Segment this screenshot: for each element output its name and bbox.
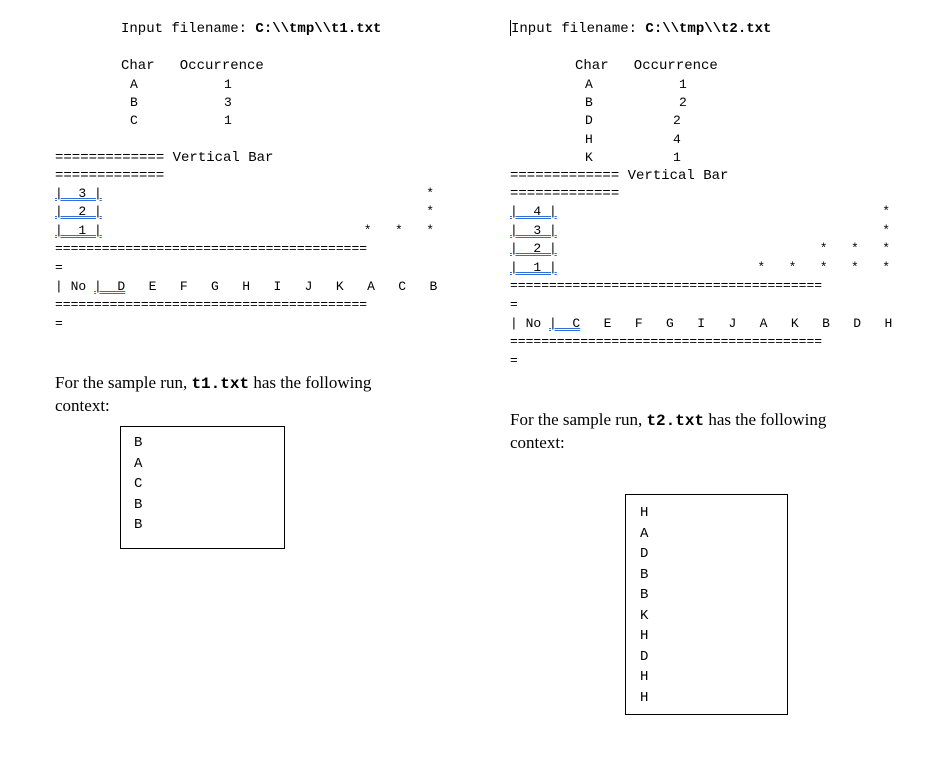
left-input-value: C:\\tmp\\t1.txt bbox=[255, 21, 382, 37]
right-table-char: H bbox=[585, 132, 593, 147]
right-file-line: D bbox=[640, 546, 649, 562]
left-table-char: B bbox=[130, 95, 138, 110]
left-bar-row-label: | 2 | bbox=[55, 204, 102, 219]
left-input-filename bbox=[121, 20, 381, 38]
right-desc-suffix: has the following bbox=[704, 410, 827, 429]
right-bar-row-stars: * * * bbox=[819, 241, 890, 256]
right-rule: ======================================== bbox=[510, 278, 823, 293]
right-file-line: B bbox=[640, 566, 649, 583]
left-input-label: Input filename: bbox=[121, 21, 256, 37]
right-file-line: A bbox=[640, 525, 649, 542]
right-rule-tail: = bbox=[510, 353, 518, 368]
right-table-char: A bbox=[585, 77, 593, 92]
right-rule: ======================================== bbox=[510, 334, 823, 349]
right-bar-row-stars: * bbox=[882, 223, 890, 238]
right-file-line: H bbox=[640, 505, 649, 521]
right-bar-row-label: | 1 | bbox=[510, 260, 557, 275]
left-desc-suffix: has the following bbox=[249, 373, 372, 392]
right-axis bbox=[510, 315, 892, 333]
right-table-count: 1 bbox=[673, 150, 681, 165]
left-file-line: B bbox=[134, 517, 143, 533]
left-rule: ======================================== bbox=[55, 297, 368, 312]
left-file-line: B bbox=[134, 496, 143, 513]
right-file-line: B bbox=[640, 587, 649, 603]
left-desc-file: t1.txt bbox=[191, 375, 250, 393]
right-table-char: D bbox=[585, 113, 593, 128]
right-table-char: B bbox=[585, 95, 593, 110]
right-bar-row-stars: * * * * * bbox=[757, 260, 890, 275]
right-table-count: 2 bbox=[679, 95, 687, 110]
right-bar-row-label: | 2 | bbox=[510, 241, 557, 256]
left-file-content-box bbox=[120, 426, 285, 549]
right-table-count: 2 bbox=[673, 113, 681, 128]
right-bar-title: ============= Vertical Bar bbox=[510, 168, 729, 184]
right-axis-first: | C bbox=[549, 316, 581, 331]
right-table-header: Char Occurrence bbox=[575, 58, 718, 74]
right-input-filename bbox=[511, 20, 771, 38]
right-input-label: Input filename: bbox=[511, 21, 646, 37]
right-rule-tail: = bbox=[510, 297, 518, 312]
left-desc-prefix: For the sample run, bbox=[55, 373, 192, 392]
right-file-line: D bbox=[640, 648, 649, 665]
left-table-char: C bbox=[130, 113, 138, 128]
right-axis-rest: E F G I J A K B D H bbox=[603, 316, 893, 331]
right-table-char: K bbox=[585, 150, 593, 165]
left-table-count: 1 bbox=[224, 113, 232, 128]
right-desc-line2: context: bbox=[510, 433, 565, 452]
right-file-line: H bbox=[640, 628, 649, 644]
right-file-line: K bbox=[640, 607, 649, 624]
right-table-count: 1 bbox=[679, 77, 687, 92]
left-rule-tail: = bbox=[55, 260, 63, 275]
right-input-value: C:\\tmp\\t2.txt bbox=[645, 21, 772, 37]
left-bar-row-stars: * bbox=[426, 204, 434, 219]
left-file-line: B bbox=[134, 435, 143, 451]
right-bar-separator: ============= bbox=[510, 186, 620, 202]
left-table-count: 1 bbox=[224, 77, 232, 92]
left-description bbox=[55, 372, 371, 417]
left-axis bbox=[55, 278, 437, 296]
left-table-char: A bbox=[130, 77, 138, 92]
left-desc-line2: context: bbox=[55, 396, 110, 415]
left-rule: ======================================== bbox=[55, 241, 368, 256]
right-file-content-box bbox=[625, 494, 788, 715]
left-table-header: Char Occurrence bbox=[121, 58, 264, 74]
left-bar-title: ============= Vertical Bar bbox=[55, 150, 274, 166]
right-file-line: H bbox=[640, 669, 649, 685]
left-axis-no: | No bbox=[55, 279, 95, 294]
left-bar-row-label: | 3 | bbox=[55, 186, 102, 201]
left-file-line: C bbox=[134, 476, 143, 492]
left-axis-first: | D bbox=[94, 279, 126, 294]
right-axis-no: | No bbox=[510, 316, 550, 331]
left-axis-rest: E F G H I J K A C B bbox=[148, 279, 438, 294]
right-bar-row-label: | 4 | bbox=[510, 204, 557, 219]
left-table-count: 3 bbox=[224, 95, 232, 110]
left-rule-tail: = bbox=[55, 316, 63, 331]
right-file-line: H bbox=[640, 689, 649, 706]
right-table-count: 4 bbox=[673, 132, 681, 147]
right-description bbox=[510, 409, 826, 454]
right-bar-row-label: | 3 | bbox=[510, 223, 557, 238]
right-desc-file: t2.txt bbox=[646, 412, 705, 430]
left-bar-row-stars: * bbox=[426, 186, 434, 201]
left-bar-row-label: | 1 | bbox=[55, 223, 102, 238]
right-desc-prefix: For the sample run, bbox=[510, 410, 647, 429]
left-bar-row-stars: * * * bbox=[363, 223, 434, 238]
left-file-line: A bbox=[134, 455, 143, 472]
right-bar-row-stars: * bbox=[882, 204, 890, 219]
left-bar-separator: ============= bbox=[55, 168, 165, 184]
